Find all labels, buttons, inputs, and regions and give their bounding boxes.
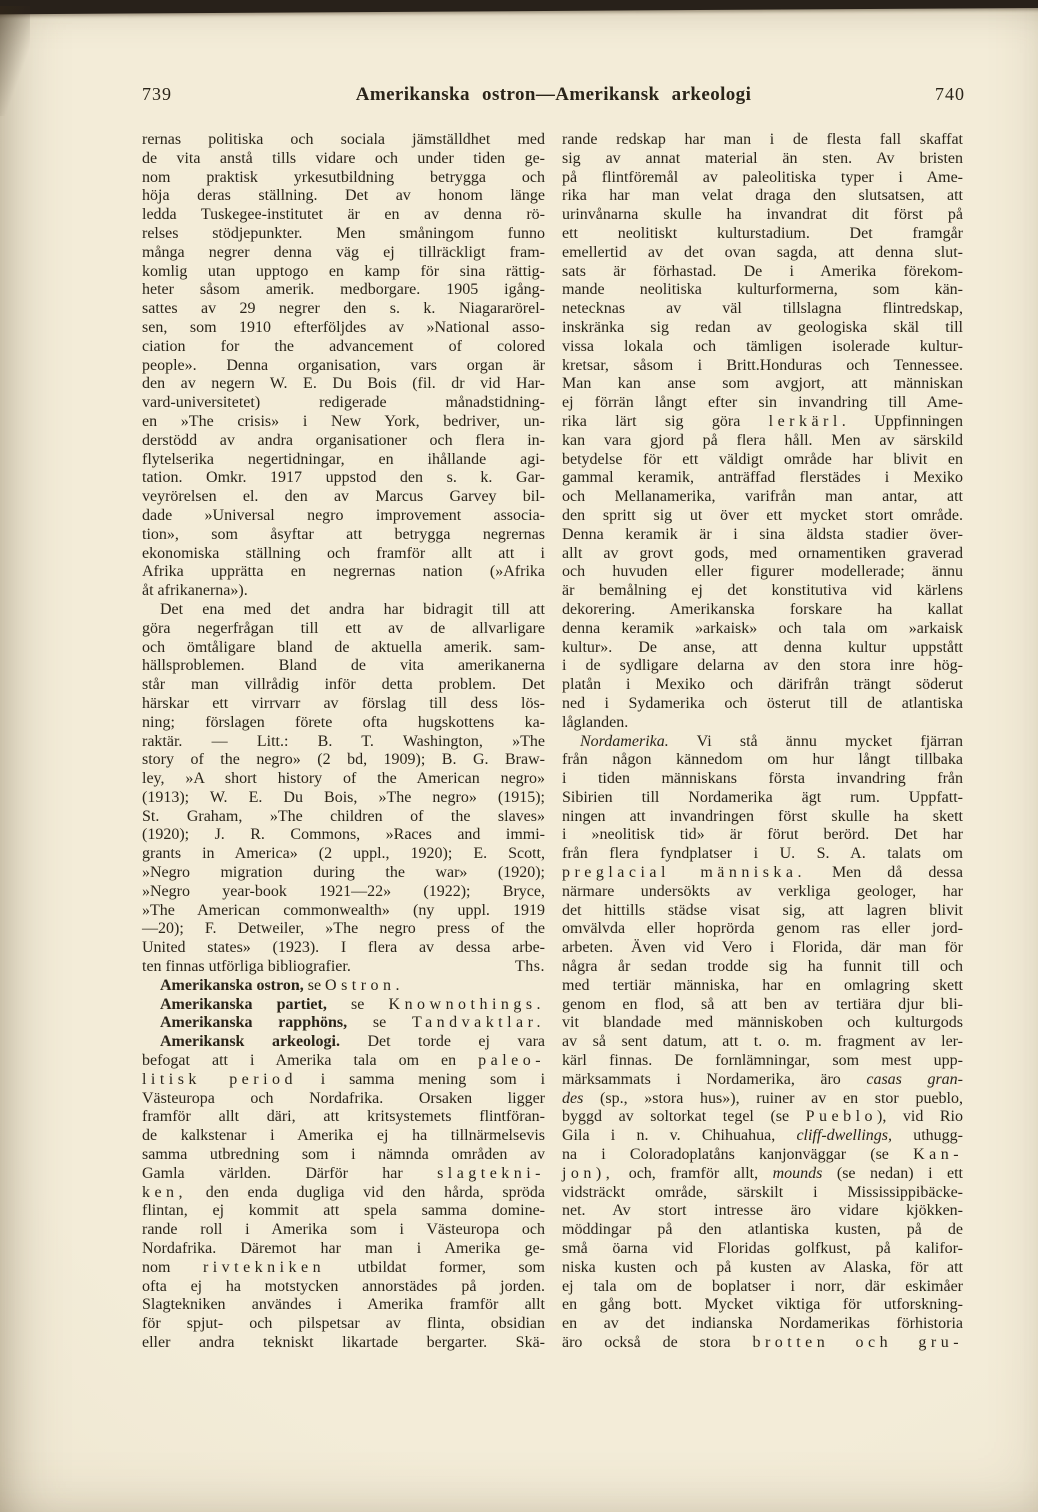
text-line [562,1184,963,1203]
text-line [562,902,963,921]
text-segment: en av det indianska Nordamerikas förhistoria [562,1315,963,1333]
text-segment: casas gran- [866,1070,963,1088]
text-segment: litisk period [142,1070,297,1088]
text-segment: cliff-dwellings, [796,1127,892,1145]
text-segment: ningen att invandringen först skulle ha skett [562,807,963,825]
text-segment: några år sedan trodde sig ha funnit till och [562,958,963,976]
text-line [142,1090,545,1109]
text-segment: Gamla världen. Därför har [142,1164,438,1182]
text-segment: ning; förslagen förete ofta hugskottens ka- [142,713,545,731]
text-segment: befogat att i Amerika tala om en [142,1052,479,1070]
text-segment: slagtekni- [437,1164,545,1182]
text-line [142,131,545,150]
text-line [142,958,545,977]
text-segment: ej förrän långt efter sin invandring till Ame- [562,394,963,412]
text-segment: i samma mening som i [296,1070,546,1088]
text-segment: Denna keramik är i sina äldsta stadier över- [562,525,963,543]
text-segment: den av negern W. E. Du Bois (fil. dr vid Har- [142,375,545,393]
text-line [142,1259,545,1278]
text-segment: United states» (1923). I flera av dessa arbe- [142,939,545,957]
text-segment: kultur». De anse, att denna kultur uppstått [562,638,963,656]
text-segment: ten finnas utförliga bibliografier. [142,958,351,976]
text-segment: dekorering. Amerikanska forskare ha kallat [562,600,963,618]
text-line [142,187,545,206]
text-segment: mande neolitiska kulturformerna, som kän- [562,281,963,299]
text-segment: med tertiär människa, har en omlagring skett [562,976,963,994]
text-segment: platån i Mexiko och därifrån trängt söderut [562,676,963,694]
text-segment: —20); F. Detweiler, »The negro press of the [142,920,545,938]
text-segment: av så sent datum, att t. o. m. fragment av ler- [562,1033,963,1051]
text-line [142,808,545,827]
text-line [562,958,963,977]
text-segment: St. Graham, »The children of the slaves» [142,807,545,825]
text-segment: hällsproblemen. Bland de vita amerikanerna [142,657,545,675]
text-segment: ), vid Rio [876,1108,963,1126]
running-header-title: Amerikanska ostron—Amerikansk arkeologi [355,84,752,105]
text-line [142,996,545,1015]
text-segment: emellertid av det ovan sagda, att denna slut- [562,243,963,261]
text-line [142,695,545,714]
text-line [142,1052,545,1071]
text-segment: ett neolitiskt kulturstadium. Det framgår [562,224,963,242]
text-segment: »Negro migration during the war» (1920); [142,864,545,882]
text-line [562,1165,963,1184]
text-line [142,1221,545,1240]
text-segment: nom [142,1258,203,1276]
text-line [562,864,963,883]
text-line [142,319,545,338]
text-segment: vidsträckt område, särskilt i Mississippibäcke- [562,1183,963,1201]
text-line [562,1202,963,1221]
text-line [142,263,545,282]
text-line [562,714,963,733]
text-segment: netecknas av väl tillslagna flintredskap, [562,300,963,318]
text-segment: raktär. — Litt.: B. T. Washington, »The [142,732,545,750]
text-segment: samma utbredning som i nämnda områden av [142,1146,545,1164]
text-line [562,1090,963,1109]
text-segment: höja deras ställning. Det av honom länge [142,187,545,205]
text-segment: veyrörelsen el. den av Marcus Garvey bil- [142,488,545,506]
text-segment: rivtekniken [202,1258,326,1276]
text-line [562,996,963,1015]
text-line [142,733,545,752]
text-line [562,695,963,714]
text-line [142,300,545,319]
text-segment: inskränka sig redan av geologiska skäl till [562,318,963,336]
text-segment: lerkärl [768,412,842,430]
text-segment: Amerikanska rapphöns, [160,1014,348,1032]
text-segment: ken, [142,1183,188,1201]
text-segment: flytelserika negertidningar, en ihållande agi- [142,450,545,468]
text-segment: Sibirien till Nordamerika ägt rum. Uppfatt- [562,788,963,806]
text-segment: Men då dessa [805,864,963,882]
text-line [142,488,545,507]
text-line [142,1033,545,1052]
text-line [562,432,963,451]
text-segment: i »neolitisk tid» är förut berörd. Det har [562,826,963,844]
text-segment: rika har man velat draga den slutsatsen, att [562,187,963,205]
text-line [562,169,963,188]
text-segment: nom praktisk yrkesutbildning betrygga och [142,168,545,186]
text-line [142,394,545,413]
text-segment: »Negro year-book 1921—22» (1922); Bryce, [142,882,545,900]
text-segment: kretsar, såsom i Britt.Honduras och Tennessee. [562,356,963,374]
text-segment: och huvuden eller figurer modellerade; ännu [562,563,963,581]
text-segment: sattes av 29 negrer den s. k. Niagararörel- [142,300,545,318]
author-signature: Ths. [515,958,545,976]
text-line [562,131,963,150]
text-line [562,357,963,376]
text-segment: vard-universitetet) redigerade månadstidning- [142,394,545,412]
text-line [142,1071,545,1090]
text-segment: det hittills städse visat sig, att lagren blivit [562,901,963,919]
text-line [562,770,963,789]
text-segment: från någon kännedom om hur långt tillbaka [562,751,963,769]
text-segment: rernas politiska och sociala jämställdhet med [142,131,545,148]
text-segment: sats är förhastad. De i Amerika förekom- [562,262,963,280]
text-segment: net. Av stort intresse äro vidare kjökken- [562,1202,963,1220]
text-line [562,1259,963,1278]
text-segment: göra negerfrågan till ett av de allvarligare [142,619,545,637]
text-segment: komlig utan upptogo en kamp för sina rättig- [142,262,545,280]
text-line [562,582,963,601]
text-line [562,1052,963,1071]
text-line [142,751,545,770]
text-segment: ej tala om de boplatser i norr, där eskimåer [562,1277,963,1295]
text-line [142,281,545,300]
text-segment: vissa lokala och tämligen isolerade kultur- [562,337,963,355]
text-segment: märksammats i Nordamerika, äro [562,1070,867,1088]
text-line [142,657,545,676]
text-line [142,1165,545,1184]
text-segment: sig av annat material än sten. Av bristen [562,149,963,167]
text-segment: utbildat former, som [325,1258,545,1276]
text-segment: ley, »A short history of the American negro» [142,770,545,788]
text-line [562,1033,963,1052]
text-line [562,733,963,752]
text-line [562,281,963,300]
text-segment: paleo- [478,1052,545,1070]
text-line [142,507,545,526]
text-line [142,939,545,958]
text-segment: de vita anstå tills vidare och under tiden ge- [142,149,545,167]
text-line [562,338,963,357]
text-segment: Ostron. [325,976,404,994]
text-segment: Kan- [913,1146,963,1164]
text-segment: preglacial människa. [562,864,806,882]
text-segment: allt av grovt gods, med ornamentiken graverad [562,544,963,562]
text-segment: relses stödjepunkter. Men småningom funno [142,224,545,242]
text-segment: Det torde ej vara [339,1033,545,1051]
text-line [142,1202,545,1221]
text-line [562,1108,963,1127]
text-segment: (1913); W. E. Du Bois, »The negro» (1915); [142,788,545,806]
text-segment: Amerikanska ostron, [160,976,304,994]
text-segment: tation. Omkr. 1917 uppstod den s. k. Gar- [142,469,545,487]
text-segment: Vi stå ännu mycket fjärran [668,732,963,750]
text-segment: uthugg- [891,1127,963,1145]
text-segment: närmare undersökts av verkliga geologer, har [562,882,963,900]
text-segment: många negrer denna väg ej tillräckligt fram- [142,243,545,261]
text-segment: Västeuropa och Nordafrika. Orsaken ligger [142,1089,545,1107]
text-line [562,939,963,958]
text-line [142,620,545,639]
text-line [142,601,545,620]
text-line [562,601,963,620]
text-segment: dade »Universal negro improvement associa- [142,506,545,524]
text-segment: des [562,1089,584,1107]
text-segment: story of the negro» (2 bd, 1909); B. G. Braw- [142,751,545,769]
text-segment: Amerikansk arkeologi. [160,1033,340,1051]
text-line [142,977,545,996]
text-line [562,808,963,827]
text-segment: ned i Sydamerika och österut till de atlantiska [562,694,963,712]
text-segment: Afrika upprätta en negrernas nation (»Afrika [142,563,545,581]
text-segment: genom en flod, så att ben av tertiära djur bli- [562,995,963,1013]
text-segment: Slagtekniken användes i Amerika framför allt [142,1296,545,1314]
text-segment: mounds [772,1164,823,1182]
text-segment: och, framför allt, [614,1164,773,1182]
text-segment: Gila i n. v. Chihuahua, [562,1127,797,1145]
text-segment: people». Denna organisation, vars organ är [142,356,545,374]
text-line [142,526,545,545]
text-line [142,1014,545,1033]
text-line [562,1221,963,1240]
scan-edge-artifact [0,0,1038,14]
text-segment: Nordamerika. [580,732,669,750]
text-line [562,507,963,526]
text-segment: Man kan anse som avgjort, att människan [562,375,963,393]
text-segment: urinvånarna skulle ha invandrat dit först på [562,206,963,224]
text-segment: den spritt sig ut över ett mycket stort område. [562,506,963,524]
text-line [562,225,963,244]
text-line [562,1278,963,1297]
text-line [562,920,963,939]
text-segment: rande roll i Amerika som i Västeuropa och [142,1221,545,1239]
text-segment: små öarna vid Floridas golfkust, på kalifor- [562,1240,963,1258]
text-line [142,639,545,658]
text-line [562,469,963,488]
text-line [562,1296,963,1315]
text-segment: tion», som åsyftar att betrygga negrernas [142,525,545,543]
text-line [142,1278,545,1297]
text-segment: framför allt däri, att kritsystemets flintföran- [142,1108,545,1126]
text-line [562,1014,963,1033]
text-segment: se [326,995,389,1013]
text-segment: ekonomiska ställning och framför allt att i [142,544,545,562]
text-line [562,826,963,845]
text-line [562,1315,963,1334]
text-segment: och Mellanamerika, varifrån man antar, att [562,488,963,506]
text-segment: rande redskap har man i de flesta fall skaffat [562,131,963,148]
text-segment: Nordafrika. Däremot har man i Amerika ge- [142,1240,545,1258]
text-line [562,451,963,470]
text-line [562,751,963,770]
page-number-right: 740 [935,84,965,104]
text-line [562,150,963,169]
text-line [142,826,545,845]
text-line [142,883,545,902]
text-segment: (se nedan) i ett [822,1164,963,1182]
text-line [562,187,963,206]
text-line [142,169,545,188]
text-segment: på flintföremål av paleolitiska typer i Ame- [562,168,963,186]
text-segment: . Uppfinningen [841,412,964,430]
text-segment: ofta ej ha motstycken annorstädes på jorden. [142,1277,545,1295]
text-line [142,357,545,376]
text-line [562,639,963,658]
text-segment: kärl finnas. De fornlämningar, som mest upp- [562,1052,963,1070]
text-line [142,469,545,488]
text-segment: kan vara gjord på flera håll. Men av särskild [562,431,963,449]
text-line [142,1315,545,1334]
text-segment: flintan, ej kommit att spela samma domine- [142,1202,545,1220]
text-segment: Amerikanska partiet, [160,995,327,1013]
text-segment: omvälvda eller hoprörda genom ras eller jord- [562,920,963,938]
text-segment: rika lärt sig göra [562,412,769,430]
text-line [142,582,545,601]
text-segment: niska kusten och på kusten av Alaska, för att [562,1258,963,1276]
text-line [562,1127,963,1146]
text-segment: åt afrikanerna»). [142,582,248,600]
text-segment: Knownothings. [388,995,546,1013]
text-line [142,1184,545,1203]
text-line [142,338,545,357]
text-line [562,883,963,902]
text-segment: är bemålning ej det konstitutiva vid kärlens [562,582,963,600]
text-line [142,714,545,733]
text-segment: Pueblo [805,1108,877,1126]
text-segment: står man villrådig inför detta problem. Det [142,676,545,694]
text-line [562,620,963,639]
text-line [142,1296,545,1315]
text-segment: na i Coloradoplatåns kanjonväggar (se [562,1146,914,1164]
text-segment: betydelse för ett väldigt område har blivit en [562,450,963,468]
text-segment: grants in America» (2 uppl., 1920); E. Scott, [142,845,545,863]
text-line [562,244,963,263]
text-segment: de kalkstenar i Amerika ej ha tillnärmelsevis [142,1127,545,1145]
text-line [142,432,545,451]
text-line [562,300,963,319]
text-line [142,206,545,225]
text-segment: Tandvaktlar. [411,1014,546,1032]
text-segment: heter såsom amerik. medborgare. 1905 igång- [142,281,545,299]
text-line [562,676,963,695]
text-segment: brotten och gru- [752,1334,963,1351]
text-segment: från flera fyndplatser i U. S. A. talats om [562,845,963,863]
text-segment: en »The crisis» i New York, bedriver, un- [142,412,545,430]
text-line [562,394,963,413]
text-segment: (1920); J. R. Commons, »Races and immi- [142,826,545,844]
text-line [562,413,963,432]
text-segment: och ömtåligare bland de aktuella amerik. sam- [142,638,545,656]
text-segment: vit blandade med människoben och kulturgods [562,1014,963,1032]
page-corner-shadow [0,6,30,116]
text-line [142,225,545,244]
text-segment: byggd av soltorkat tegel (se [562,1108,806,1126]
text-segment: arbeten. Även vid Vero i Florida, där man för [562,939,963,957]
text-segment: härskar ett virrvarr av förslag till dess lös- [142,694,545,712]
text-segment: sen, som 1910 efterföljdes av »National asso- [142,318,545,336]
text-line [562,1071,963,1090]
text-segment: den enda dugliga vid den hårda, spröda [187,1183,545,1201]
text-line [562,1240,963,1259]
text-line [142,770,545,789]
text-line [142,451,545,470]
text-line [142,1146,545,1165]
text-line [562,563,963,582]
text-line [142,845,545,864]
text-segment: se [347,1014,412,1032]
text-segment: »The American commonwealth» (ny uppl. 1919 [142,901,545,919]
text-line [142,150,545,169]
text-line [142,244,545,263]
text-segment: Det ena med det andra har bidragit till att [160,600,545,618]
text-segment: ciation for the advancement of colored [142,337,545,355]
text-segment: för spjut- och pilspetsar av flinta, obsidian [142,1315,545,1333]
text-line [562,545,963,564]
text-segment: möddingar på den atlantiska kusten, på de [562,1221,963,1239]
text-segment: låglanden. [562,713,629,731]
text-segment: en gång bott. Mycket viktiga för utforskning- [562,1296,963,1314]
text-segment: gammal keramik, anträffad flerstädes i Mexiko [562,469,963,487]
text-line [142,545,545,564]
text-line [562,488,963,507]
text-line [562,845,963,864]
text-line [562,1334,963,1353]
text-segment: derstödd av andra organisationer och flera in- [142,431,545,449]
text-line [142,375,545,394]
text-segment: eller andra tekniskt likartade bergarter. Skä- [142,1334,545,1351]
text-line [562,1146,963,1165]
text-segment: (sp., »stora hus»), ruiner av en stor pueblo, [583,1089,963,1107]
text-line [142,902,545,921]
text-line [142,920,545,939]
text-segment: jon), [562,1164,615,1182]
text-line [142,864,545,883]
text-segment: äro också de stora [562,1334,753,1351]
text-line [562,789,963,808]
text-segment: se [303,976,326,994]
text-line [142,1334,545,1353]
text-line [142,413,545,432]
text-line [142,1240,545,1259]
text-line [142,1127,545,1146]
text-line [562,526,963,545]
text-line [562,319,963,338]
text-segment: i de sydligare delarna av den stora inre hög- [562,657,963,675]
text-segment: i tiden människans första invandring från [562,770,963,788]
text-line [142,789,545,808]
text-column-right [562,131,963,1353]
text-line [562,375,963,394]
page-header [142,84,965,106]
text-column-left [142,131,545,1353]
page-number-left: 739 [142,84,172,104]
text-line [142,563,545,582]
text-line [562,263,963,282]
text-segment: denna keramik »arkaisk» och tala om »arkaisk [562,619,963,637]
text-line [562,977,963,996]
text-line [562,206,963,225]
text-line [562,657,963,676]
text-line [142,1108,545,1127]
text-line [142,676,545,695]
text-segment: ledda Tuskegee-institutet är en av denna rö- [142,206,545,224]
